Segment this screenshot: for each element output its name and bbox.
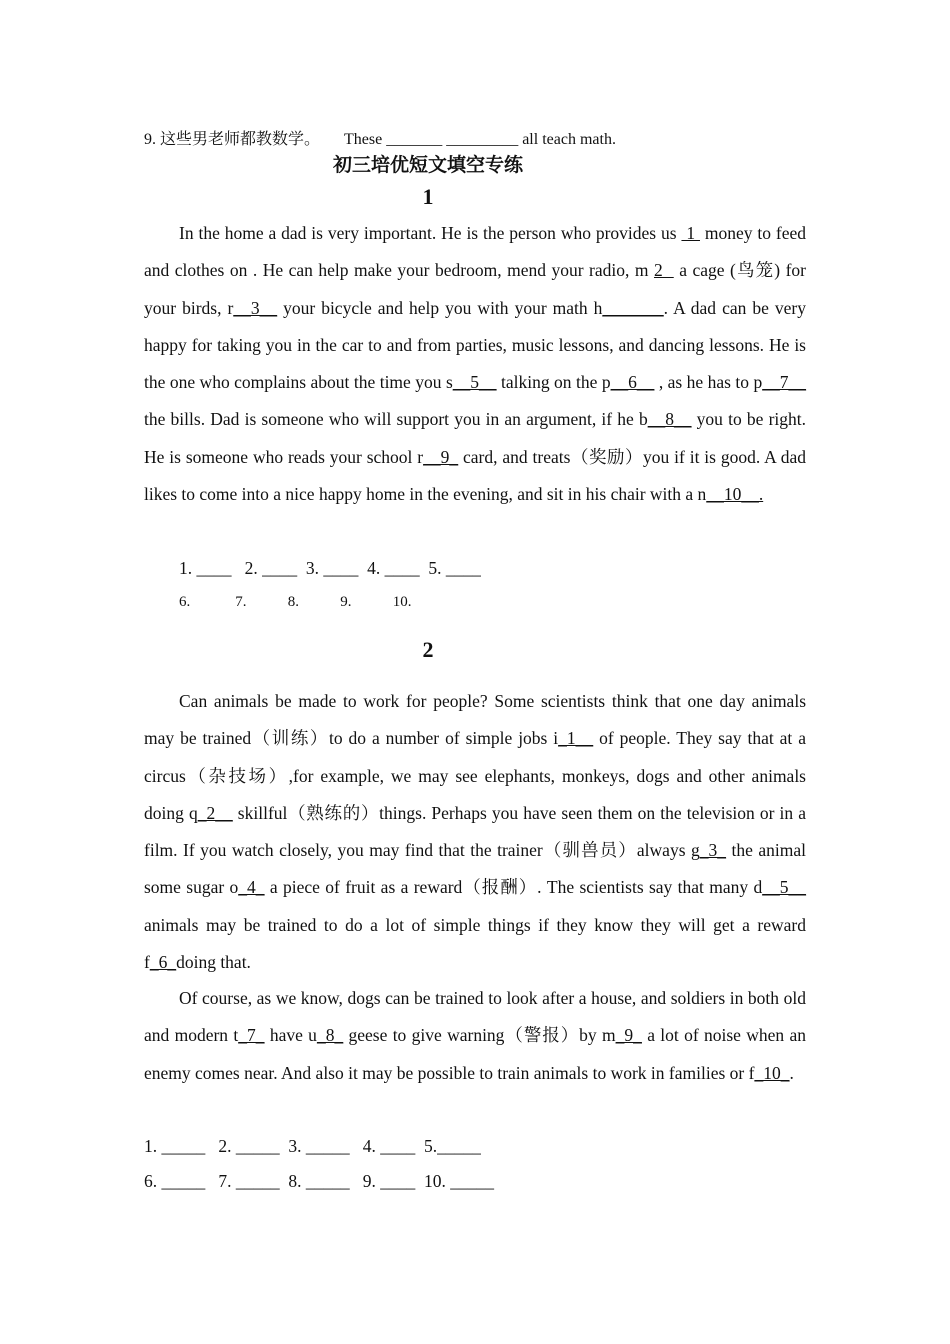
answer-blank: __7__ xyxy=(762,372,807,393)
answer-blank: _2__ xyxy=(197,802,233,823)
passage-text: In the home a dad is very important. He is the person who provides us xyxy=(179,223,682,243)
passage-text: a piece of fruit as a reward（报酬）. The scientists say that many d xyxy=(264,877,763,898)
section-2-answers-row-1: 1. _____ 2. _____ 3. _____ 4. ____ 5._____ xyxy=(144,1136,481,1156)
answer-blank: _7_ xyxy=(238,1025,265,1046)
section-2-number: 2 xyxy=(422,637,434,662)
section-1-passage xyxy=(144,215,806,513)
passage-text: doing that. xyxy=(176,952,251,973)
passage-text: Can animals be made to work for people? Some scientists think that one day animals may be trained（训练）to do a number of simple jobs i xyxy=(144,691,806,749)
passage-text: of people. They say that at a circus（杂技场）,for example, we may see elephants, monkeys, dogs and other animals doing q xyxy=(144,728,806,823)
page-title: 初三培优短文填空专练 xyxy=(332,155,523,176)
answer-blank: 2 xyxy=(653,260,674,281)
answer-blank: _4_ xyxy=(238,877,265,898)
section-2-passage-2 xyxy=(144,980,806,1092)
passage-text: the bills. Dad is someone who will support you in an argument, if he b xyxy=(144,409,648,430)
passage-text: , as he has to p xyxy=(654,372,763,393)
answer-blank: _9_ xyxy=(615,1025,642,1046)
answer-blank: __6__ xyxy=(610,372,655,393)
answer-blank: _6_ xyxy=(149,952,177,973)
answer-blank: _______ xyxy=(602,297,664,318)
answer-blank: _1__ xyxy=(558,728,594,749)
section-1-number: 1 xyxy=(422,184,434,209)
section-2-answers-row-2: 6. _____ 7. _____ 8. _____ 9. ____ 10. _____ xyxy=(144,1171,494,1191)
section-1-answers-row-2: 6. 7. 8. 9. 10. xyxy=(179,594,412,610)
answer-blank: __5__ xyxy=(762,877,806,898)
passage-text: skillful（熟练的）things. Perhaps you have seen them on the television or in a film. If you watch closely, you may find that the trainer（驯兽员）always g xyxy=(144,802,806,861)
passage-text: have u xyxy=(264,1025,317,1046)
passage-text: card, and treats（奖励）you if it is good. A dad likes to come into a nice happy home in the evening, and sit in his chair with a n xyxy=(144,446,806,505)
section-1-answers-row-1: 1. ____ 2. ____ 3. ____ 4. ____ 5. ____ xyxy=(179,558,481,578)
answer-blank: __9_ xyxy=(423,446,459,467)
passage-text: geese to give warning（警报）by m xyxy=(343,1025,616,1046)
passage-text: animals may be trained to do a lot of simple things if they know they will get a reward f xyxy=(144,914,806,973)
passage-text: Of course, as we know, dogs can be trained to look after a house, and soldiers in both old and modern t xyxy=(144,988,806,1046)
answer-blank: 1 xyxy=(681,223,700,243)
passage-text: money to feed and clothes on . He can help make your bedroom, mend your radio, m xyxy=(144,223,807,281)
section-2-passage-1 xyxy=(144,683,806,981)
answer-blank: _3_ xyxy=(699,840,726,861)
answer-blank: __10__. xyxy=(706,484,764,505)
answer-blank: __8__ xyxy=(647,409,692,430)
passage-text: you to be right. He is someone who reads your school r xyxy=(144,409,806,467)
passage-text: . xyxy=(789,1062,794,1083)
passage-text: the animal some sugar o xyxy=(144,840,806,898)
answer-blank: __3__ xyxy=(233,297,278,318)
passage-text: your bicycle and help you with your math h xyxy=(277,297,603,318)
answer-blank: _8_ xyxy=(316,1025,344,1046)
passage-text: . A dad can be very happy for taking you in the car to and from parties, music lessons, and dancing lessons. He is the one who complains about the time you s xyxy=(144,297,807,393)
question-9-line: 9. 这些男老师都教数学。 These _______ _________ all teach math. xyxy=(144,131,616,148)
passage-text: a cage (鸟笼) for your birds, r xyxy=(144,260,806,318)
passage-text: talking on the p xyxy=(496,372,611,393)
answer-blank: _10_ xyxy=(754,1062,790,1083)
passage-text: a lot of noise when an enemy comes near. And also it may be possible to train animals to work in families or f xyxy=(144,1025,807,1083)
answer-blank: __5__ xyxy=(452,372,497,393)
